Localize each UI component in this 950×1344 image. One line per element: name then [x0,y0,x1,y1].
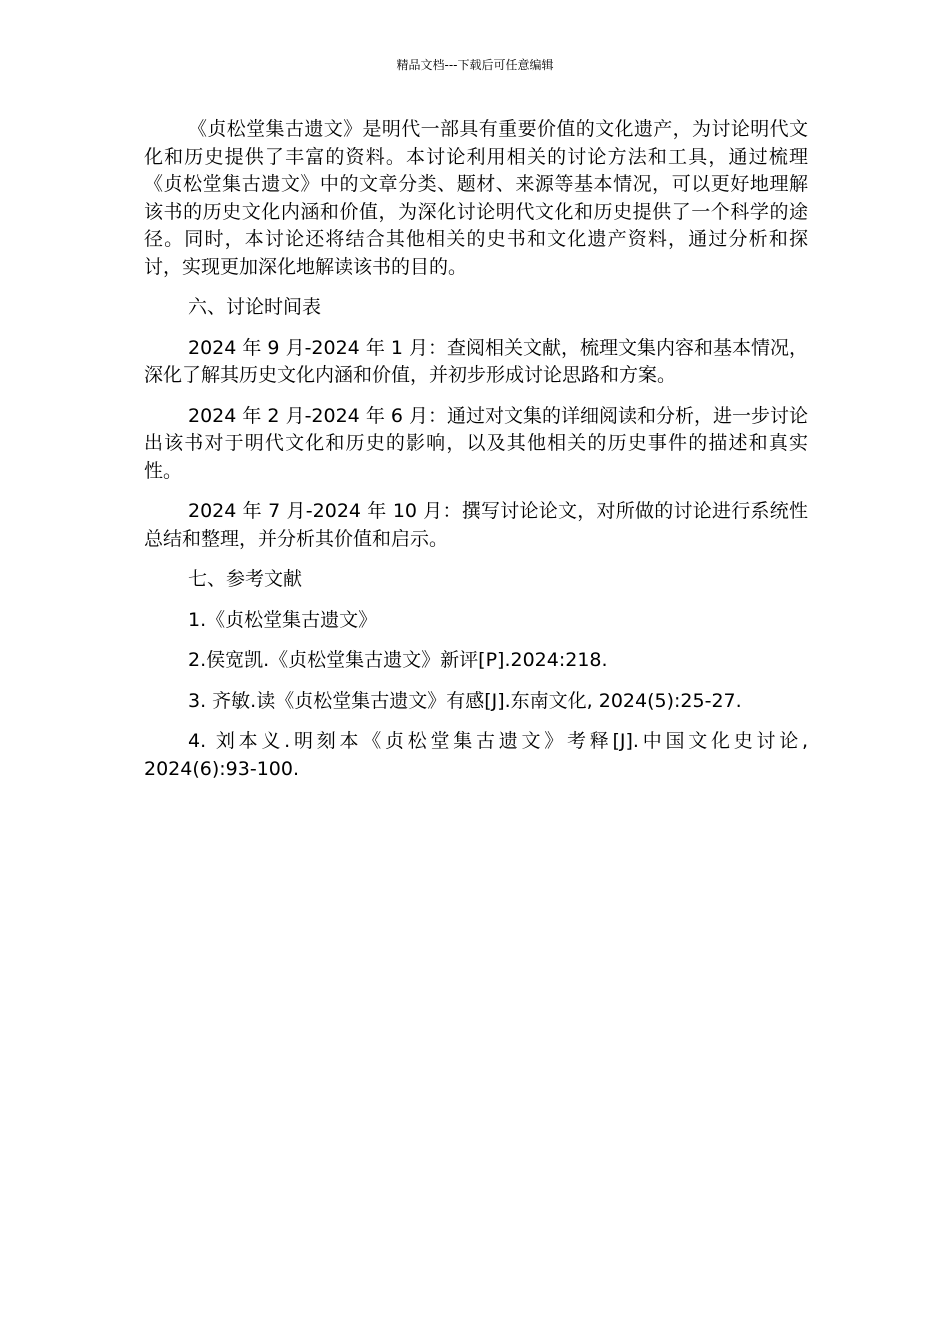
intro-paragraph: 《贞松堂集古遗文》是明代一部具有重要价值的文化遗产，为讨论明代文化和历史提供了丰富的资料。本讨论利用相关的讨论方法和工具，通过梳理《贞松堂集古遗文》中的文章分类、题材、来源等基本情况，可以更好地理解该书的历史文化内涵和价值，为深化讨论明代文化和历史提供了一个科学的途径。同时，本讨论还将结合其他相关的史书和文化遗产资料，通过分析和探讨，实现更加深化地解读该书的目的。 [144,118,808,278]
reference-item-3: 3. 齐敏.读《贞松堂集古遗文》有感[J].东南文化, 2024(5):25-27. [188,689,742,712]
section-heading-references: 七、参考文献 [188,568,303,590]
schedule-item-3: 2024 年 7 月-2024 年 10 月：撰写讨论论文，对所做的讨论进行系统性总结和整理，并分析其价值和启示。 [144,500,808,550]
schedule-item-1: 2024 年 9 月-2024 年 1 月：查阅相关文献，梳理文集内容和基本情况，深化了解其历史文化内涵和价值，并初步形成讨论思路和方案。 [144,336,808,386]
reference-item-2: 2.侯宽凯.《贞松堂集古遗文》新评[P].2024:218. [188,649,608,671]
reference-item-4: 4. 刘本义.明刻本《贞松堂集古遗文》考释[J].中国文化史讨论, 2024(6):93-100. [144,730,808,780]
document-body [144,116,808,796]
reference-item-1: 1.《贞松堂集古遗文》 [188,608,378,631]
section-heading-schedule: 六、讨论时间表 [188,296,322,318]
schedule-item-2: 2024 年 2 月-2024 年 6 月：通过对文集的详细阅读和分析，进一步讨论出该书对于明代文化和历史的影响，以及其他相关的历史事件的描述和真实性。 [144,404,808,482]
page-header: 精品文档---下载后可任意编辑 [396,58,554,72]
